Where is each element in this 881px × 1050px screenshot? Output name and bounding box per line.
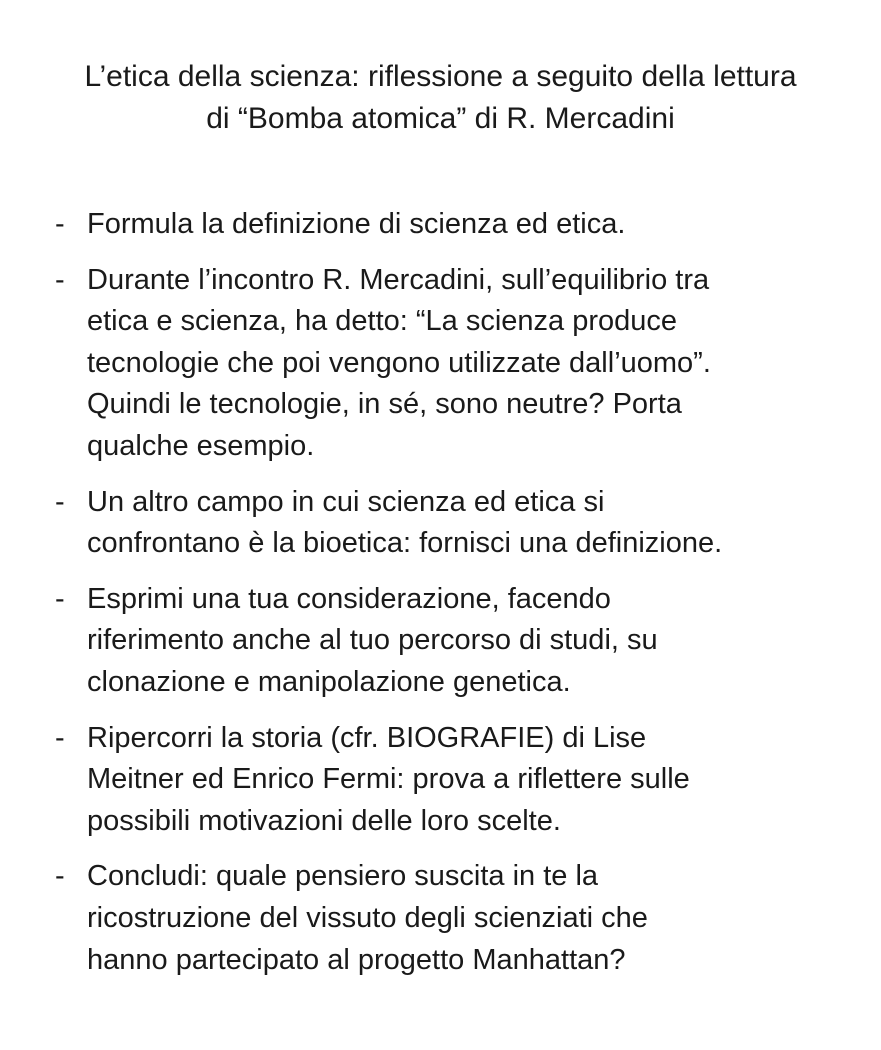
question-item	[0, 482, 881, 565]
question-line: hanno partecipato al progetto Manhattan?	[87, 943, 626, 976]
question-item	[0, 856, 881, 981]
question-line: Ripercorri la storia (cfr. BIOGRAFIE) di Lise	[87, 721, 647, 754]
document-title	[0, 56, 881, 140]
bullet-dash: -	[55, 263, 65, 296]
bullet-dash: -	[55, 721, 65, 754]
bullet-dash: -	[55, 208, 65, 240]
question-line: possibili motivazioni delle loro scelte.	[87, 804, 561, 837]
question-line: riferimento anche al tuo percorso di studi, su	[87, 624, 658, 657]
question-line: Durante l’incontro R. Mercadini, sull’equilibrio tra	[87, 263, 710, 296]
question-line: Concludi: quale pensiero suscita in te la	[87, 860, 599, 893]
question-line: qualche esempio.	[87, 429, 315, 462]
question-line: ricostruzione del vissuto degli scienziati che	[87, 901, 648, 934]
question-item	[0, 579, 881, 704]
question-item	[0, 718, 881, 843]
question-line: Un altro campo in cui scienza ed etica si	[87, 485, 605, 518]
bullet-dash: -	[55, 860, 65, 893]
question-line: Quindi le tecnologie, in sé, sono neutre? Porta	[87, 388, 682, 421]
question-line: etica e scienza, ha detto: “La scienza produce	[87, 305, 678, 338]
question-line: confrontano è la bioetica: fornisci una definizione.	[87, 527, 723, 560]
question-line: Formula la definizione di scienza ed etica.	[87, 208, 626, 240]
question-line: clonazione e manipolazione genetica.	[87, 665, 571, 698]
bullet-dash: -	[55, 485, 65, 518]
title-line: L’etica della scienza: riflessione a seguito della lettura	[84, 60, 797, 93]
question-item	[0, 260, 881, 468]
bullet-dash: -	[55, 582, 65, 615]
question-list	[0, 204, 881, 995]
title-line: di “Bomba atomica” di R. Mercadini	[206, 102, 675, 135]
question-line: Esprimi una tua considerazione, facendo	[87, 582, 611, 615]
question-line: tecnologie che poi vengono utilizzate dall’uomo”.	[87, 346, 711, 379]
question-line: Meitner ed Enrico Fermi: prova a riflettere sulle	[87, 763, 690, 796]
question-item	[0, 204, 881, 246]
